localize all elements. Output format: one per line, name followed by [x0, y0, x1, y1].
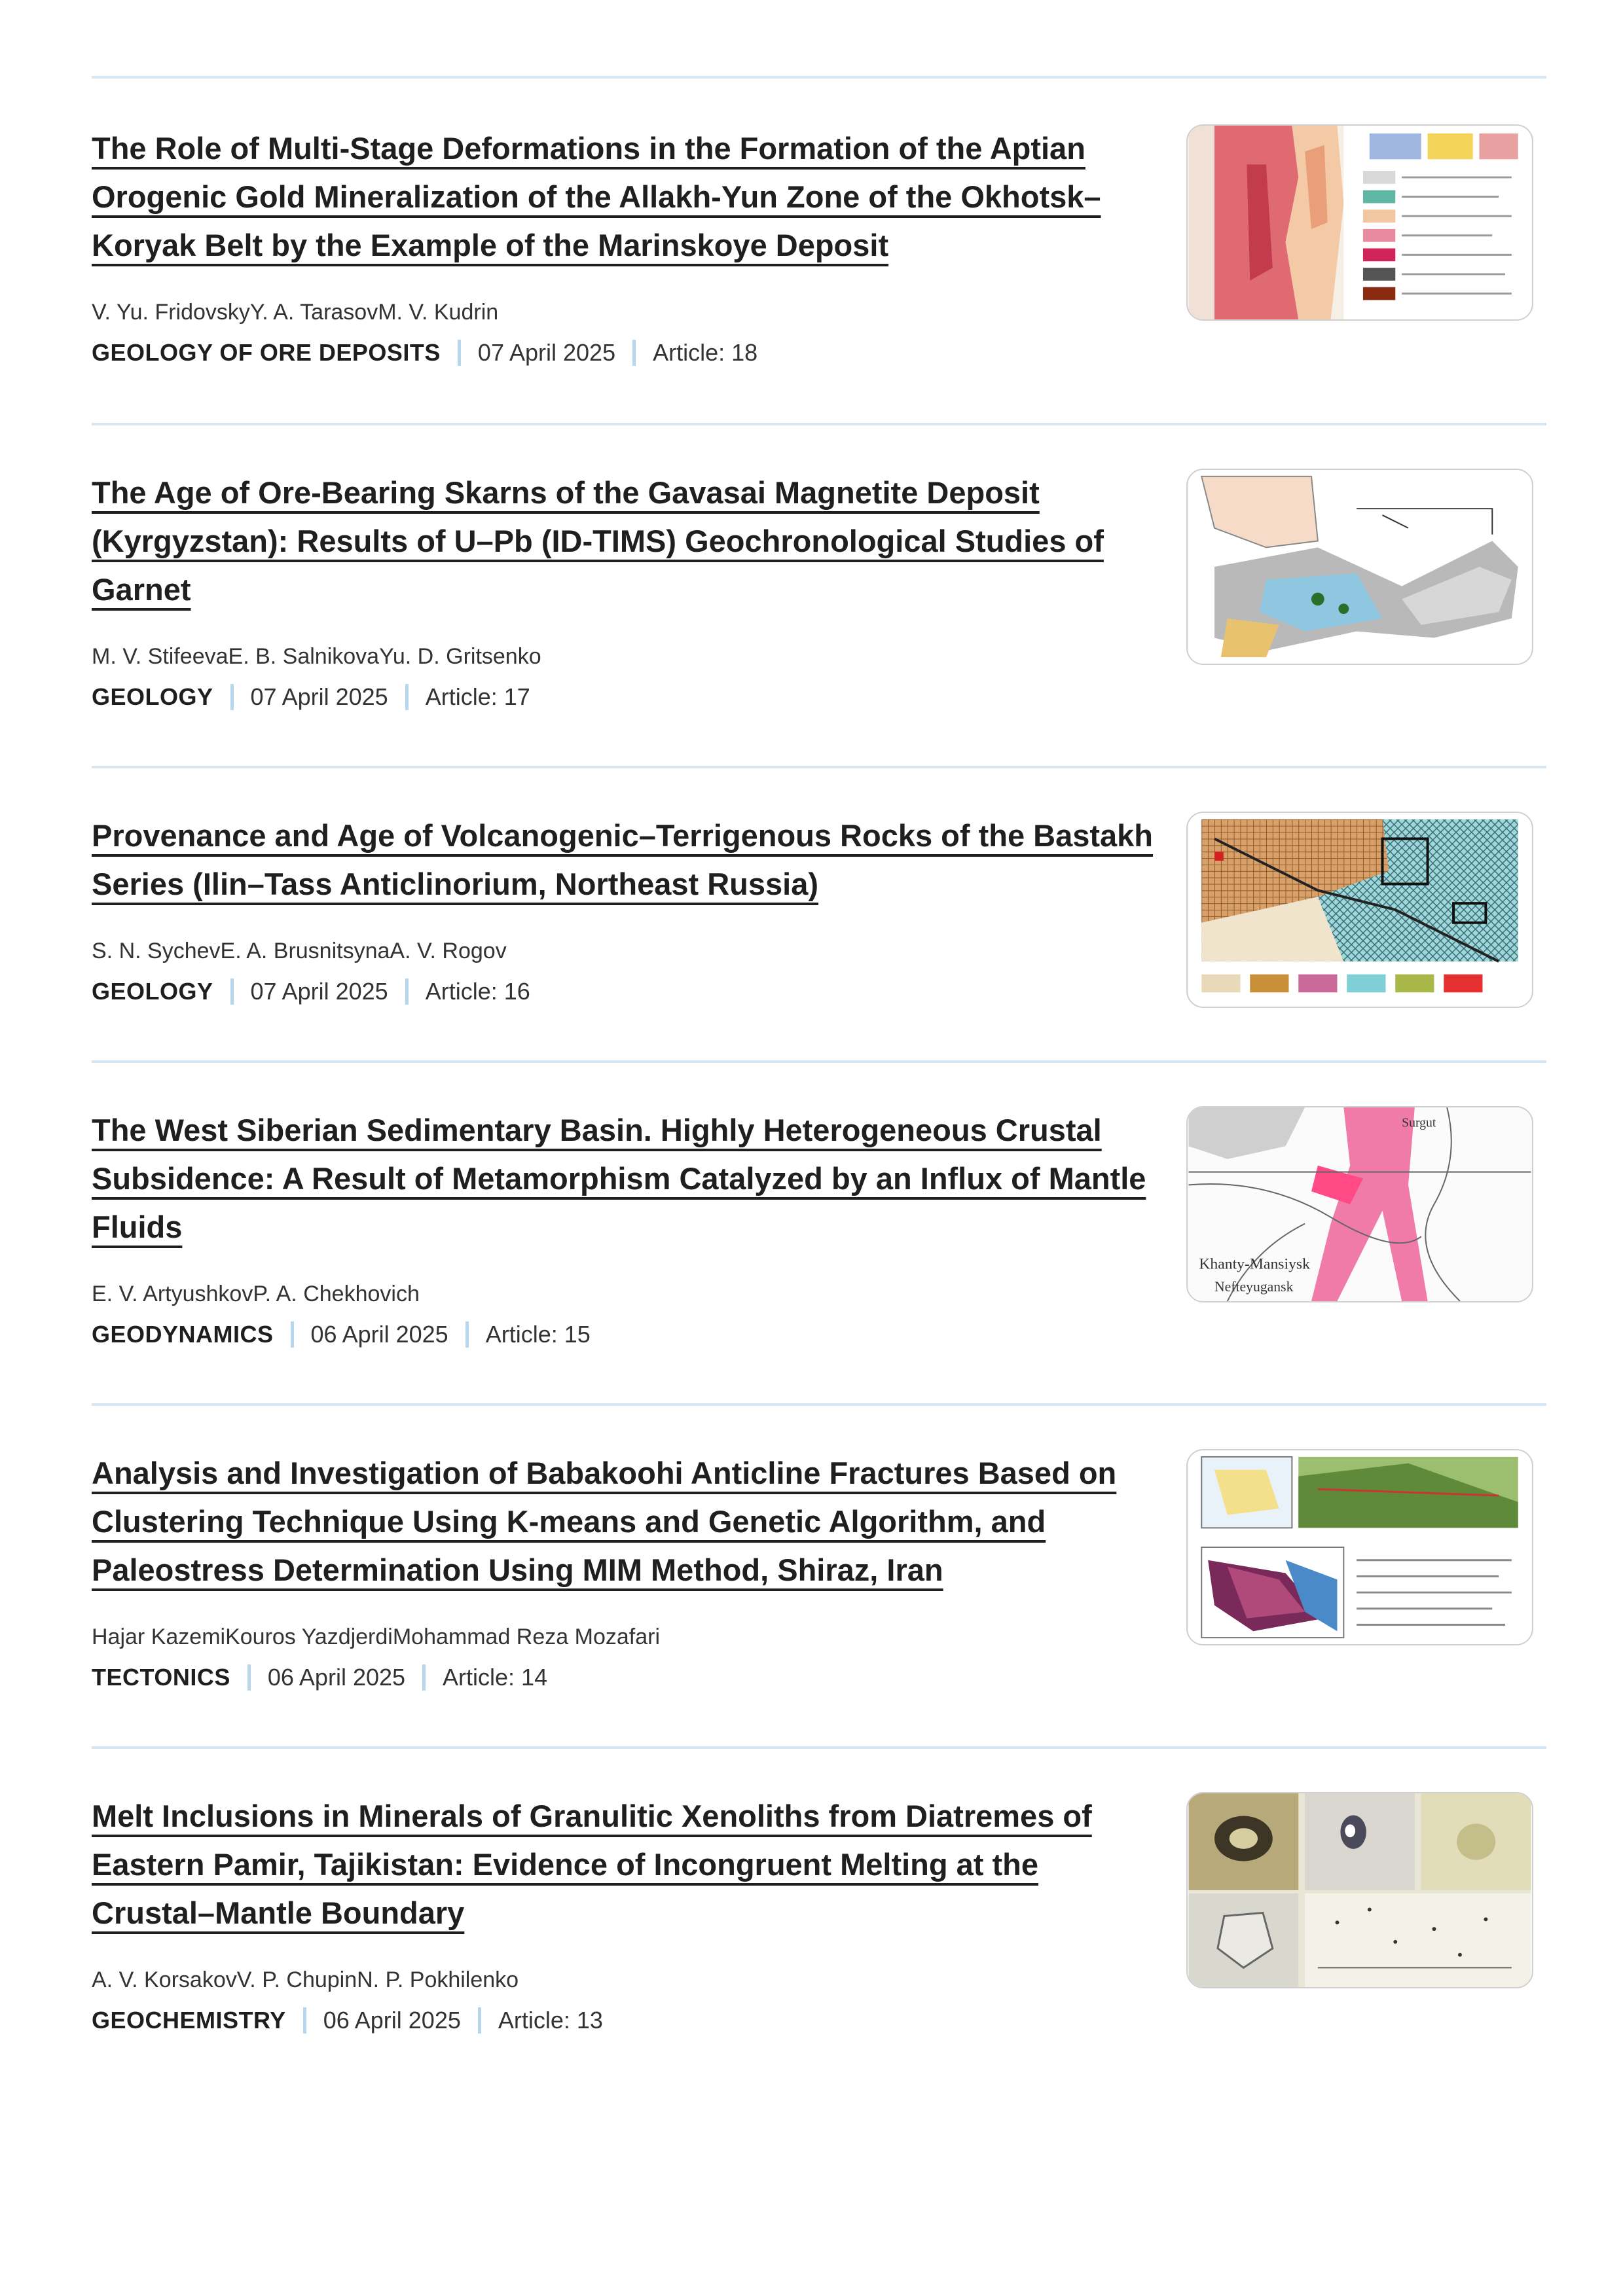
- subject-label[interactable]: GEOLOGY OF ORE DEPOSITS: [92, 339, 441, 366]
- article-thumbnail[interactable]: [1186, 469, 1533, 665]
- meta-separator: [230, 978, 234, 1005]
- article-title-link[interactable]: The Age of Ore-Bearing Skarns of the Gavasai Magnetite Deposit (Kyrgyzstan): Results of U–Pb (ID-TIMS) Geochronological Studies of Garnet: [92, 475, 1104, 607]
- article-authors: M. V. StifeevaE. B. SalnikovaYu. D. Gritsenko: [92, 644, 541, 669]
- article-number: Article: 17: [425, 683, 530, 710]
- article-item: [92, 1106, 1546, 1368]
- subject-label[interactable]: GEOLOGY: [92, 978, 213, 1005]
- article-meta: [92, 2007, 603, 2034]
- subject-label[interactable]: GEOLOGY: [92, 683, 213, 710]
- article-item: [92, 124, 1546, 386]
- article-title-link[interactable]: Melt Inclusions in Minerals of Granulitic Xenoliths from Diatremes of Eastern Pamir, Tajikistan: Evidence of Incongruent Melting at the Crustal–Mantle Boundary: [92, 1799, 1092, 1930]
- meta-separator: [632, 340, 636, 366]
- article-number: Article: 16: [425, 978, 530, 1005]
- article-thumbnail[interactable]: [1186, 812, 1533, 1008]
- meta-separator: [247, 1664, 251, 1691]
- svg-text:Khanty-Mansiysk: Khanty-Mansiysk: [1199, 1255, 1310, 1273]
- meta-separator: [405, 684, 409, 710]
- article-number: Article: 14: [443, 1664, 548, 1691]
- article-item: [92, 812, 1546, 1047]
- article-authors: S. N. SychevE. A. BrusnitsynaA. V. Rogov: [92, 939, 507, 963]
- meta-separator: [478, 2007, 481, 2034]
- article-authors: Hajar KazemiKouros YazdjerdiMohammad Reza Mozafari: [92, 1624, 660, 1649]
- geologic-map-thumbnail-icon: [1188, 813, 1532, 1007]
- svg-text:Surgut: Surgut: [1402, 1115, 1436, 1130]
- subject-label[interactable]: GEOCHEMISTRY: [92, 2007, 286, 2034]
- article-authors: E. V. ArtyushkovP. A. Chekhovich: [92, 1282, 420, 1306]
- divider: [92, 1060, 1546, 1063]
- article-item: [92, 1792, 1546, 2054]
- divider: [92, 766, 1546, 768]
- article-thumbnail[interactable]: [1186, 1106, 1533, 1302]
- article-title-link[interactable]: Provenance and Age of Volcanogenic–Terrigenous Rocks of the Bastakh Series (Ilin–Tass Anticlinorium, Northeast Russia): [92, 818, 1154, 901]
- article-number: Article: 13: [498, 2007, 603, 2034]
- publish-date: 07 April 2025: [250, 683, 388, 710]
- anticline-map-thumbnail-icon: [1188, 1450, 1532, 1644]
- subject-label[interactable]: GEODYNAMICS: [92, 1321, 274, 1348]
- article-meta: [92, 978, 530, 1005]
- publish-date: 06 April 2025: [323, 2007, 461, 2034]
- article-meta: [92, 1664, 547, 1691]
- publish-date: 06 April 2025: [267, 1664, 406, 1691]
- publish-date: 07 April 2025: [250, 978, 388, 1005]
- geologic-map-thumbnail-icon: [1188, 470, 1532, 664]
- meta-separator: [405, 978, 409, 1005]
- article-thumbnail[interactable]: [1186, 1449, 1533, 1645]
- meta-separator: [465, 1321, 469, 1348]
- divider: [92, 76, 1546, 79]
- article-authors: V. Yu. FridovskyY. A. TarasovM. V. Kudrin: [92, 300, 499, 325]
- article-item: [92, 1449, 1546, 1711]
- geologic-map-thumbnail-icon: [1188, 126, 1532, 319]
- article-authors: A. V. KorsakovV. P. ChupinN. P. Pokhilenko: [92, 1967, 519, 1992]
- publish-date: 07 April 2025: [477, 339, 616, 366]
- article-item: [92, 469, 1546, 730]
- article-number: Article: 15: [485, 1321, 591, 1348]
- article-thumbnail[interactable]: [1186, 124, 1533, 321]
- article-meta: [92, 1321, 591, 1348]
- article-thumbnail[interactable]: [1186, 1792, 1533, 1988]
- meta-separator: [291, 1321, 294, 1348]
- article-title-link[interactable]: Analysis and Investigation of Babakoohi Anticline Fractures Based on Clustering Technique Using K-means and Genetic Algorithm, and Paleostress Determination Using MIM Method, Shiraz, Iran: [92, 1456, 1117, 1587]
- article-meta: [92, 683, 530, 711]
- publish-date: 06 April 2025: [310, 1321, 448, 1348]
- article-number: Article: 18: [653, 339, 758, 366]
- meta-separator: [230, 684, 234, 710]
- meta-separator: [422, 1664, 426, 1691]
- divider: [92, 1403, 1546, 1406]
- divider: [92, 423, 1546, 425]
- subject-label[interactable]: TECTONICS: [92, 1664, 230, 1691]
- basin-map-thumbnail-icon: [1188, 1107, 1532, 1301]
- article-title-link[interactable]: The West Siberian Sedimentary Basin. Highly Heterogeneous Crustal Subsidence: A Result of Metamorphism Catalyzed by an Influx of Mantle Fluids: [92, 1113, 1146, 1244]
- svg-text:Nefteyugansk: Nefteyugansk: [1214, 1279, 1294, 1295]
- divider: [92, 1746, 1546, 1749]
- article-title-link[interactable]: The Role of Multi-Stage Deformations in the Formation of the Aptian Orogenic Gold Mineralization of the Allakh-Yun Zone of the Okhotsk–Koryak Belt by the Example of the Marinskoye Deposit: [92, 131, 1101, 262]
- article-meta: [92, 339, 757, 367]
- meta-separator: [303, 2007, 306, 2034]
- meta-separator: [458, 340, 461, 366]
- micrograph-thumbnail-icon: [1188, 1793, 1532, 1987]
